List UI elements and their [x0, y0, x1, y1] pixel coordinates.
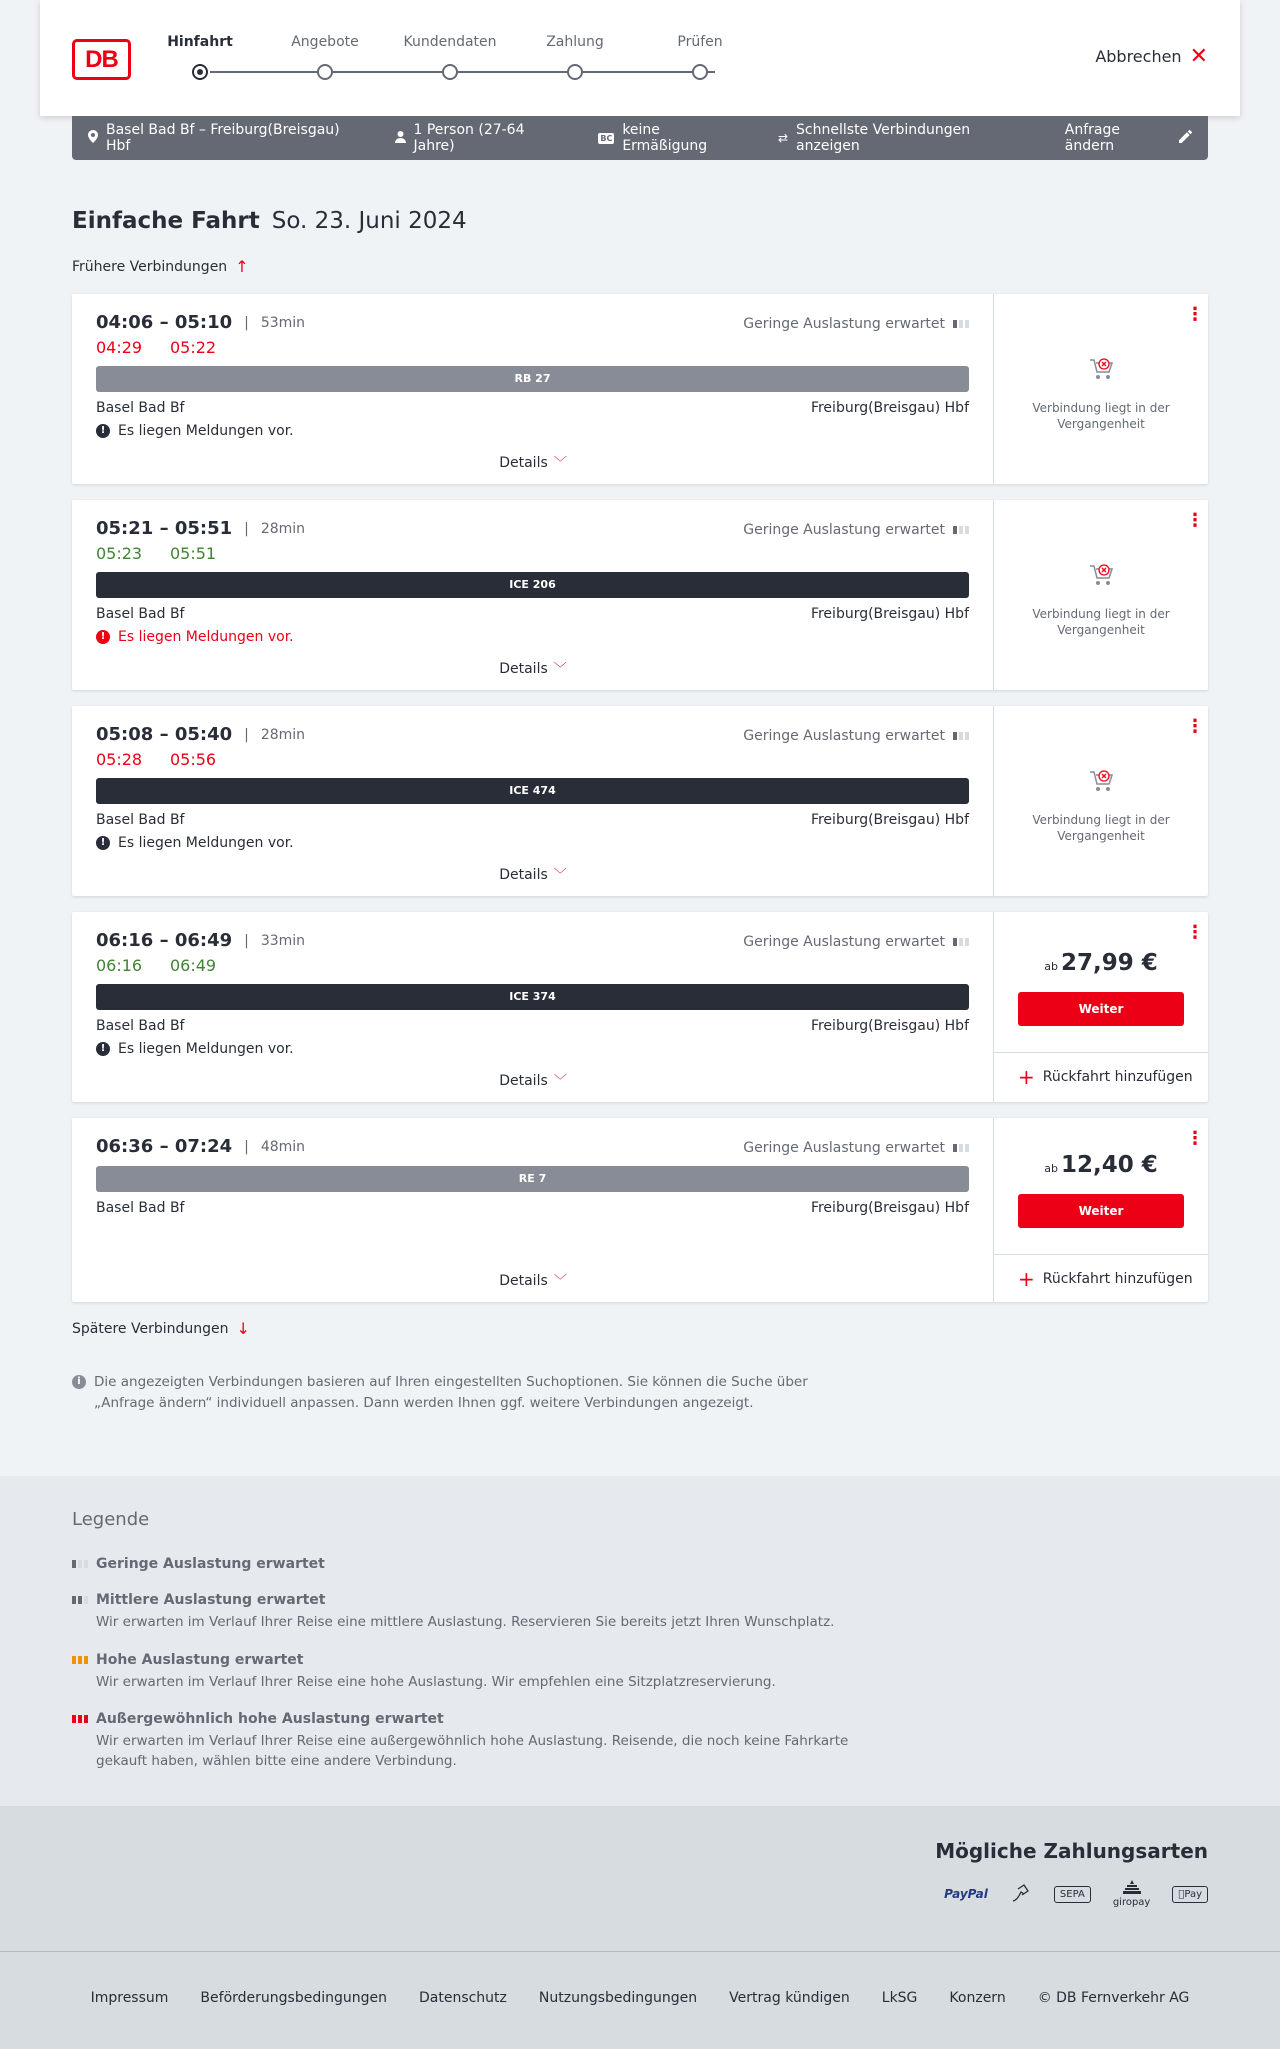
trip-type-title: Einfache Fahrt: [72, 208, 260, 234]
notice-message[interactable]: [96, 629, 294, 645]
legend-description: Wir erwarten im Verlauf Ihrer Reise eine außergewöhnlich hohe Auslastung. Reisende, die noch keine Fahrkarte gekauft haben, wählen bitte eine andere Verbindung.: [96, 1733, 849, 1769]
details-label: Details: [499, 867, 548, 883]
separator: |: [244, 726, 249, 743]
stations-row: [96, 606, 969, 622]
connection-card: [72, 500, 1208, 690]
add-return-trip-button[interactable]: [994, 1254, 1208, 1302]
price-display: [994, 950, 1208, 976]
arrow-up-icon: ↑: [235, 257, 249, 276]
planned-times: 05:21 – 05:51: [96, 518, 233, 539]
notice-text: Es liegen Meldungen vor.: [118, 835, 294, 851]
later-label: Spätere Verbindungen: [72, 1320, 229, 1337]
occupancy-label: Geringe Auslastung erwartet: [743, 728, 945, 744]
plus-icon: +: [1018, 1064, 1035, 1089]
arrival-station: Freiburg(Breisgau) Hbf: [810, 606, 969, 622]
person-icon: [395, 131, 406, 146]
duration: 28min: [260, 726, 306, 743]
past-connection-text: Verbindung liegt in der Vergangenheit: [1032, 401, 1170, 431]
notice-message[interactable]: [96, 1041, 294, 1057]
arrow-down-icon: ↓: [236, 1319, 250, 1338]
realtime-departure: 05:28: [96, 750, 143, 769]
more-options-icon[interactable]: ⋮: [1186, 716, 1204, 737]
price-prefix: ab: [1044, 1162, 1058, 1175]
occupancy-info: [743, 728, 969, 744]
persons-summary: [395, 122, 567, 154]
train-bar[interactable]: ICE 374: [96, 984, 969, 1010]
step-label: Zahlung: [546, 34, 604, 50]
apple-pay-icon: [1172, 1886, 1208, 1903]
realtime-times: [96, 956, 216, 975]
legend-description: Wir erwarten im Verlauf Ihrer Reise eine mittlere Auslastung. Reservieren Sie bereits jetzt Ihren Wunschplatz.: [96, 1614, 835, 1630]
planned-times: 05:08 – 05:40: [96, 724, 233, 745]
legend-label: Mittlere Auslastung erwartet: [96, 1592, 326, 1608]
step-dot-active: [192, 64, 208, 80]
location-pin-icon: [88, 130, 98, 146]
apple-pay-label: Pay: [1184, 1888, 1202, 1900]
notice-message[interactable]: [96, 835, 294, 851]
exclamation-icon: !: [96, 424, 110, 438]
occupancy-label: Geringe Auslastung erwartet: [743, 934, 945, 950]
occupancy-low-icon: [72, 1560, 88, 1568]
connection-card: [72, 912, 1208, 1102]
planned-times: 06:36 – 07:24: [96, 1136, 233, 1157]
footer-copyright: © DB Fernverkehr AG: [1037, 1990, 1190, 2006]
arrival-station: Freiburg(Breisgau) Hbf: [810, 400, 969, 416]
details-label: Details: [499, 1273, 548, 1289]
add-return-label: Rückfahrt hinzufügen: [1042, 1270, 1193, 1287]
payment-methods-section: [0, 1806, 1280, 1951]
occupancy-info: [743, 316, 969, 332]
step-angebote: [270, 30, 380, 80]
occupancy-low-icon: [953, 320, 969, 328]
step-pruefen: [645, 30, 755, 80]
planned-times: 06:16 – 06:49: [96, 930, 233, 951]
footer-link-terms[interactable]: Beförderungsbedingungen: [200, 1990, 387, 2006]
details-toggle[interactable]: [72, 864, 994, 883]
footer-link-lksg[interactable]: LkSG: [881, 1990, 918, 2006]
earlier-connections-link[interactable]: [72, 257, 249, 276]
duration: 53min: [260, 314, 306, 331]
departure-station: Basel Bad Bf: [96, 1018, 185, 1034]
past-connection-text: Verbindung liegt in der Vergangenheit: [1032, 813, 1170, 843]
realtime-times: [96, 750, 216, 769]
duration: 48min: [260, 1138, 306, 1155]
legend-description: Wir erwarten im Verlauf Ihrer Reise eine hohe Auslastung. Wir empfehlen eine Sitzplatzreservierung.: [96, 1674, 776, 1690]
realtime-arrival: 05:22: [170, 338, 217, 357]
realtime-times: [96, 544, 216, 563]
realtime-arrival: 06:49: [170, 956, 217, 975]
legend-item-medium: [72, 1592, 852, 1632]
chevron-down-icon: ﹀: [553, 1074, 567, 1089]
notice-text: Es liegen Meldungen vor.: [118, 629, 294, 645]
payment-icons: [944, 1880, 1208, 1908]
site-footer: [0, 1951, 1280, 2049]
info-icon: i: [72, 1375, 86, 1389]
details-label: Details: [499, 661, 548, 677]
price-display: [994, 1152, 1208, 1178]
notice-text: Es liegen Meldungen vor.: [118, 423, 294, 439]
trip-date: So. 23. Juni 2024: [271, 208, 467, 234]
train-bar[interactable]: RB 27: [96, 366, 969, 392]
legend-label: Außergewöhnlich hohe Auslastung erwartet: [96, 1711, 444, 1727]
separator: |: [244, 932, 249, 949]
direct-debit-icon: [1010, 1882, 1032, 1907]
more-options-icon[interactable]: ⋮: [1186, 922, 1204, 943]
details-label: Details: [499, 455, 548, 471]
connection-card: [72, 294, 1208, 484]
occupancy-info: [743, 934, 969, 950]
occupancy-low-icon: [953, 1144, 969, 1152]
occupancy-medium-icon: [72, 1596, 88, 1604]
stations-row: [96, 1200, 969, 1216]
realtime-departure: 05:23: [96, 544, 143, 563]
add-return-trip-button[interactable]: [994, 1052, 1208, 1100]
price-prefix: ab: [1044, 960, 1058, 973]
legend-title: Legende: [72, 1509, 150, 1530]
footer-link-cancel-contract[interactable]: Vertrag kündigen: [729, 1990, 850, 2006]
offer-panel: [994, 500, 1208, 690]
notice-message[interactable]: [96, 423, 294, 439]
connection-card: [72, 706, 1208, 896]
db-logo[interactable]: DB: [72, 39, 131, 80]
cart-unavailable-icon: [1088, 356, 1114, 382]
chevron-down-icon: ﹀: [553, 868, 567, 883]
info-note-text: Die angezeigten Verbindungen basieren auf Ihren eingestellten Suchoptionen. Sie können die Suche über „Anfrage ändern“ individuell anpassen. Dann werden Ihnen ggf. weitere Verbindungen angezeigt.: [94, 1374, 808, 1411]
step-dot: [442, 64, 458, 80]
connection-main[interactable]: [72, 294, 994, 484]
query-summary-bar: [72, 116, 1208, 160]
cart-unavailable-icon: [1088, 562, 1114, 588]
step-label: Kundendaten: [403, 34, 497, 50]
pencil-icon: [1179, 130, 1192, 147]
duration: 33min: [260, 932, 306, 949]
connection-times: [96, 1136, 305, 1157]
plus-icon: +: [1018, 1266, 1035, 1291]
exclamation-icon: !: [96, 1042, 110, 1056]
legend-label: Geringe Auslastung erwartet: [96, 1556, 325, 1572]
footer-link-impressum[interactable]: Impressum: [90, 1990, 169, 2006]
offer-panel: [994, 912, 1208, 1102]
chevron-down-icon: ﹀: [553, 1274, 567, 1289]
departure-station: Basel Bad Bf: [96, 400, 185, 416]
discount-summary: [598, 122, 746, 154]
arrival-station: Freiburg(Breisgau) Hbf: [810, 1200, 969, 1216]
route-summary: [88, 122, 363, 154]
more-options-icon[interactable]: ⋮: [1186, 510, 1204, 531]
departure-station: Basel Bad Bf: [96, 812, 185, 828]
arrival-station: Freiburg(Breisgau) Hbf: [810, 812, 969, 828]
cart-unavailable-icon: [1088, 768, 1114, 794]
duration: 28min: [260, 520, 306, 537]
footer-link-privacy[interactable]: Datenschutz: [418, 1990, 507, 2006]
past-connection-text: Verbindung liegt in der Vergangenheit: [1032, 607, 1170, 637]
footer-link-konzern[interactable]: Konzern: [949, 1990, 1006, 2006]
footer-link-usage[interactable]: Nutzungsbedingungen: [538, 1990, 698, 2006]
step-zahlung: [520, 30, 630, 80]
chevron-down-icon: ﹀: [553, 456, 567, 471]
realtime-times: [96, 338, 216, 357]
search-info-note: [72, 1372, 852, 1414]
occupancy-label: Geringe Auslastung erwartet: [743, 522, 945, 538]
bahncard-icon: BC: [600, 133, 613, 143]
legend-label: Hohe Auslastung erwartet: [96, 1652, 304, 1668]
train-bar[interactable]: RE 7: [96, 1166, 969, 1192]
connection-main[interactable]: [72, 706, 994, 896]
step-dot: [692, 64, 708, 80]
occupancy-info: [743, 1140, 969, 1156]
cancel-button[interactable]: [1095, 43, 1208, 69]
discount-text: keine Ermäßigung: [622, 122, 708, 154]
swap-arrows-icon: ⇄: [777, 131, 789, 145]
add-return-label: Rückfahrt hinzufügen: [1042, 1068, 1193, 1085]
stations-row: [96, 1018, 969, 1034]
stations-row: [96, 812, 969, 828]
offer-panel: [994, 1118, 1208, 1302]
continue-button[interactable]: Weiter: [1018, 1194, 1184, 1228]
occupancy-low-icon: [953, 526, 969, 534]
route-text: Basel Bad Bf – Freiburg(Breisgau) Hbf: [106, 122, 340, 154]
realtime-arrival: 05:51: [170, 544, 217, 563]
price-amount: 12,40 €: [1060, 1152, 1158, 1178]
change-request-button[interactable]: [1065, 122, 1192, 154]
connection-times: [96, 518, 305, 539]
separator: |: [244, 314, 249, 331]
step-dot: [317, 64, 333, 80]
occupancy-very-high-icon: [72, 1715, 88, 1723]
legend-item-low: [72, 1556, 852, 1572]
page-title: [72, 208, 467, 234]
connection-main[interactable]: [72, 912, 994, 1102]
legend-section: [0, 1476, 1280, 1806]
realtime-arrival: 05:56: [170, 750, 217, 769]
payment-title: Mögliche Zahlungsarten: [935, 1839, 1208, 1863]
more-options-icon[interactable]: ⋮: [1186, 1128, 1204, 1149]
chevron-down-icon: ﹀: [553, 662, 567, 677]
earlier-label: Frühere Verbindungen: [72, 258, 228, 275]
details-label: Details: [499, 1073, 548, 1089]
connection-times: [96, 724, 305, 745]
cancel-label: Abbrechen: [1095, 47, 1182, 66]
price-amount: 27,99 €: [1060, 950, 1158, 976]
connection-times: [96, 930, 305, 951]
exclamation-icon: !: [96, 836, 110, 850]
occupancy-info: [743, 522, 969, 538]
train-bar[interactable]: ICE 206: [96, 572, 969, 598]
departure-station: Basel Bad Bf: [96, 1200, 185, 1216]
separator: |: [244, 520, 249, 537]
later-connections-link[interactable]: [72, 1319, 250, 1338]
fastest-text: Schnellste Verbindungen anzeigen: [796, 122, 971, 154]
occupancy-low-icon: [953, 732, 969, 740]
realtime-departure: 06:16: [96, 956, 143, 975]
connection-main[interactable]: [72, 1118, 994, 1302]
train-bar[interactable]: ICE 474: [96, 778, 969, 804]
paypal-icon: PayPal: [944, 1887, 988, 1901]
more-options-icon[interactable]: ⋮: [1186, 304, 1204, 325]
details-toggle[interactable]: [72, 1070, 994, 1089]
footer-links: [0, 1990, 1280, 2006]
notice-text: Es liegen Meldungen vor.: [118, 1041, 294, 1057]
occupancy-label: Geringe Auslastung erwartet: [743, 316, 945, 332]
step-hinfahrt[interactable]: [145, 30, 255, 80]
booking-header: [40, 0, 1240, 116]
giropay-label: giropay: [1112, 1897, 1151, 1908]
offer-panel: [994, 294, 1208, 484]
details-toggle[interactable]: [72, 1270, 994, 1289]
step-label: Hinfahrt: [167, 34, 233, 50]
realtime-departure: 04:29: [96, 338, 143, 357]
persons-text: 1 Person (27-64 Jahre): [413, 122, 525, 154]
planned-times: 04:06 – 05:10: [96, 312, 233, 333]
step-label: Prüfen: [677, 34, 723, 50]
occupancy-label: Geringe Auslastung erwartet: [743, 1140, 945, 1156]
step-dot: [567, 64, 583, 80]
occupancy-high-icon: [72, 1656, 88, 1664]
exclamation-icon: !: [96, 630, 110, 644]
step-label: Angebote: [291, 34, 359, 50]
legend-item-high: [72, 1652, 852, 1692]
booking-stepper: [167, 30, 750, 90]
giropay-icon: [1113, 1880, 1151, 1908]
offer-panel: [994, 706, 1208, 896]
legend-item-very-high: [72, 1711, 852, 1771]
connection-times: [96, 312, 305, 333]
connection-card: [72, 1118, 1208, 1302]
departure-station: Basel Bad Bf: [96, 606, 185, 622]
separator: |: [244, 1138, 249, 1155]
connection-main[interactable]: [72, 500, 994, 690]
sepa-icon: SEPA: [1054, 1886, 1091, 1903]
change-request-label: Anfrage ändern: [1064, 122, 1120, 154]
details-toggle[interactable]: [72, 658, 994, 677]
continue-button[interactable]: Weiter: [1018, 992, 1184, 1026]
close-icon: ✕: [1189, 43, 1208, 69]
arrival-station: Freiburg(Breisgau) Hbf: [810, 1018, 969, 1034]
fastest-connections-toggle[interactable]: [778, 122, 1033, 154]
stations-row: [96, 400, 969, 416]
details-toggle[interactable]: [72, 452, 994, 471]
occupancy-low-icon: [953, 938, 969, 946]
step-kundendaten: [395, 30, 505, 80]
